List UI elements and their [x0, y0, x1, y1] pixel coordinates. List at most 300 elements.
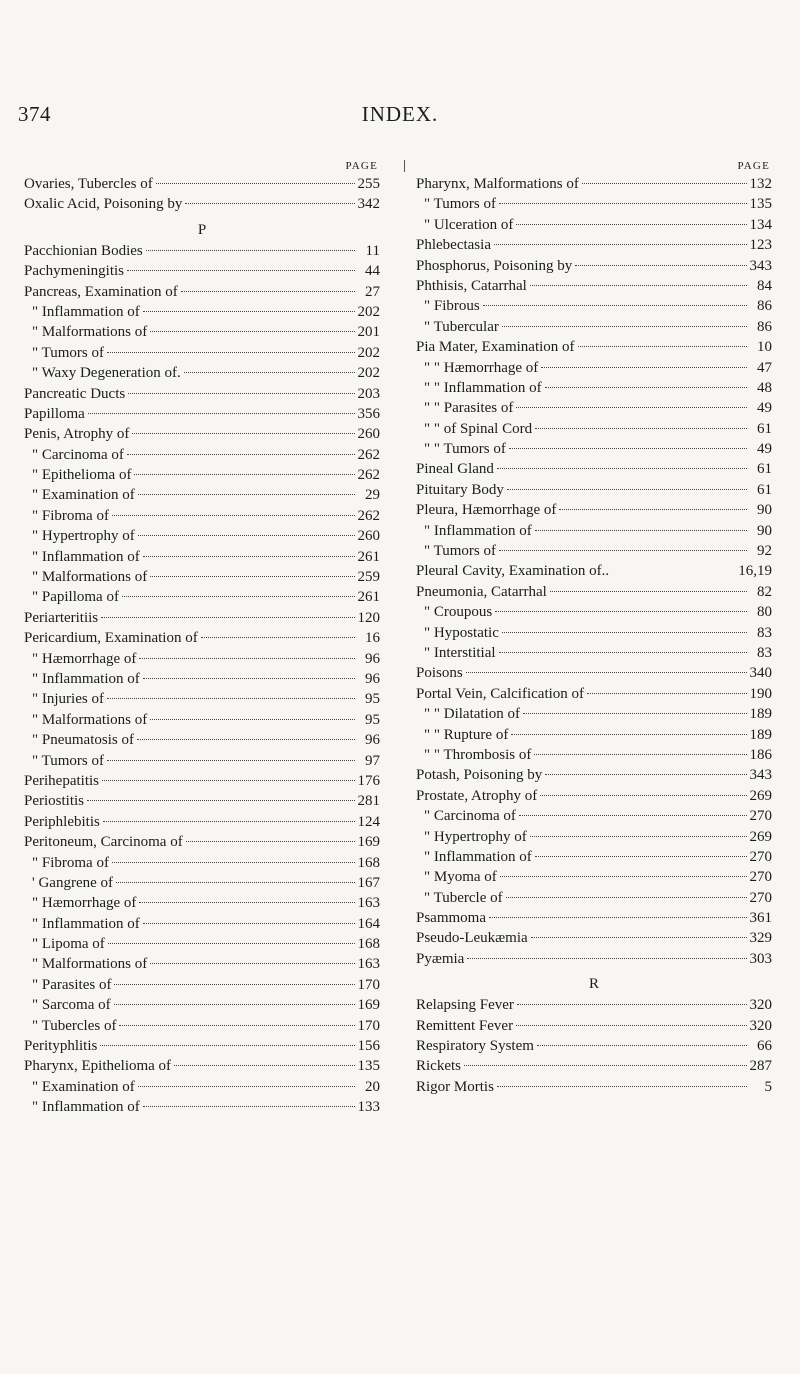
index-subentry: [24, 363, 380, 383]
leader-dots: [88, 413, 355, 414]
entry-label: Pseudo-Leukæmia: [416, 930, 528, 947]
entry-label: Pleural Cavity, Examination of..: [416, 563, 610, 580]
leader-dots: [150, 331, 354, 332]
entry-page-number: 168: [357, 854, 380, 871]
index-subentry: [24, 853, 380, 873]
entry-label: " Epithelioma of: [32, 467, 132, 484]
entry-label: " Inflammation of: [32, 915, 140, 932]
leader-dots: [497, 1086, 747, 1087]
index-entry: [24, 282, 380, 302]
index-subentry: [24, 302, 380, 322]
index-subentry: [24, 1097, 380, 1117]
entry-label: " Hypertrophy of: [32, 528, 135, 545]
entry-label: " Ulceration of: [424, 216, 514, 233]
entry-page-number: 261: [357, 548, 380, 565]
entry-label: " Papilloma of: [32, 589, 119, 606]
leader-dots: [134, 474, 354, 475]
leader-dots: [550, 591, 747, 592]
leader-dots: [545, 387, 747, 388]
entry-page-number: 329: [749, 930, 772, 947]
leader-dots: [143, 923, 355, 924]
entry-page-number: 44: [365, 263, 380, 280]
index-subentry: [24, 1077, 380, 1097]
entry-label: Potash, Poisoning by: [416, 767, 543, 784]
entry-label: " Inflammation of: [32, 670, 140, 687]
entry-label: Phthisis, Catarrhal: [416, 277, 527, 294]
leader-dots: [186, 841, 355, 842]
index-subentry: [24, 669, 380, 689]
entry-label: " Tubercle of: [424, 889, 503, 906]
entry-label: Peritoneum, Carcinoma of: [24, 834, 183, 851]
index-subentry: [416, 827, 772, 847]
entry-page-number: 48: [757, 379, 772, 396]
leader-dots: [545, 774, 746, 775]
entry-page-number: 156: [357, 1038, 380, 1055]
index-entry: [416, 480, 772, 500]
column-page-heading: PAGE: [737, 160, 770, 172]
entry-page-number: 96: [365, 670, 380, 687]
entry-page-number: 202: [357, 365, 380, 382]
index-entry: [24, 404, 380, 424]
index-subentry: [24, 995, 380, 1015]
entry-label: " Examination of: [32, 487, 135, 504]
entry-page-number: 320: [749, 997, 772, 1014]
entry-label: Pneumonia, Catarrhal: [416, 583, 547, 600]
entry-label: Respiratory System: [416, 1038, 534, 1055]
index-entry: [24, 261, 380, 281]
entry-page-number: 20: [365, 1078, 380, 1095]
section-letter: R: [588, 976, 599, 993]
index-entry: [24, 194, 380, 214]
entry-label: Periostitis: [24, 793, 85, 810]
column-page-heading: PAGE: [345, 160, 378, 172]
leader-dots: [146, 250, 355, 251]
index-entry: [416, 174, 772, 194]
index-entry: [24, 384, 380, 404]
entry-page-number: 320: [749, 1017, 772, 1034]
index-entry: [24, 1056, 380, 1076]
entry-page-number: 260: [357, 426, 380, 443]
running-title: INDEX.: [361, 102, 439, 126]
entry-label: " Fibroma of: [32, 507, 109, 524]
entry-page-number: 269: [749, 828, 772, 845]
index-subentry: [416, 704, 772, 724]
entry-label: " Malformations of: [32, 711, 148, 728]
leader-dots: [139, 658, 355, 659]
entry-page-number: 86: [757, 298, 772, 315]
index-entry: [24, 628, 380, 648]
page-header: [0, 102, 800, 132]
entry-label: " Parasites of: [32, 976, 112, 993]
index-subentry: [24, 485, 380, 505]
entry-label: Phlebectasia: [416, 237, 491, 254]
entry-page-number: 135: [749, 196, 772, 213]
entry-label: Pancreas, Examination of: [24, 283, 178, 300]
index-entry: [416, 995, 772, 1015]
entry-page-number: 96: [365, 732, 380, 749]
entry-label: Perihepatitis: [24, 772, 99, 789]
entry-page-number: 203: [357, 385, 380, 402]
leader-dots: [112, 862, 355, 863]
entry-label: Ovaries, Tubercles of: [24, 176, 153, 192]
entry-label: Pia Mater, Examination of: [416, 339, 575, 356]
entry-label: " Hæmorrhage of: [32, 895, 137, 912]
index-entry: [416, 684, 772, 704]
entry-page-number: 259: [357, 569, 380, 586]
entry-page-number: 260: [357, 528, 380, 545]
entry-page-number: 47: [757, 359, 772, 376]
leader-dots: [127, 454, 355, 455]
index-subentry: [416, 725, 772, 745]
entry-page-number: 10: [757, 339, 772, 356]
entry-label: Periphlebitis: [24, 813, 100, 830]
entry-page-number: 270: [749, 889, 772, 906]
index-subentry: [416, 419, 772, 439]
index-subentry: [24, 689, 380, 709]
entry-label: ' Gangrene of: [32, 874, 113, 891]
entry-label: " Hypostatic: [424, 624, 499, 641]
leader-dots: [139, 902, 354, 903]
leader-dots: [516, 1025, 746, 1026]
entry-label: Pyæmia: [416, 950, 465, 967]
entry-page-number: 11: [365, 242, 380, 259]
leader-dots: [112, 515, 355, 516]
entry-label: " Malformations of: [32, 956, 148, 973]
index-column-left: [24, 158, 380, 1118]
index-subentry: [24, 322, 380, 342]
index-entry: [416, 459, 772, 479]
entry-label: " Examination of: [32, 1078, 135, 1095]
entry-label: Relapsing Fever: [416, 997, 514, 1014]
index-subentry: [24, 465, 380, 485]
index-subentry: [416, 623, 772, 643]
index-entry: [24, 812, 380, 832]
entry-page-number: 168: [357, 936, 380, 953]
entry-page-number: 186: [749, 746, 772, 763]
index-subentry: [24, 445, 380, 465]
index-subentry: [416, 194, 772, 214]
index-subentry: [24, 587, 380, 607]
leader-dots: [150, 963, 354, 964]
index-subentry: [24, 547, 380, 567]
index-subentry: [24, 526, 380, 546]
entry-page-number: 164: [357, 915, 380, 932]
index-entry: [416, 765, 772, 785]
entry-page-number: 202: [357, 303, 380, 320]
entry-page-number: 124: [357, 813, 380, 830]
index-subentry: [24, 343, 380, 363]
section-letter: P: [197, 221, 207, 238]
entry-label: Periarteritiis: [24, 609, 99, 626]
index-entry: [416, 337, 772, 357]
entry-label: Oxalic Acid, Poisoning by: [24, 196, 183, 213]
entry-page-number: 95: [365, 711, 380, 728]
leader-dots: [156, 183, 355, 184]
leader-dots: [143, 556, 355, 557]
leader-dots: [535, 530, 747, 531]
entry-label: " Myoma of: [424, 869, 497, 886]
entry-label: Perityphlitis: [24, 1038, 98, 1055]
leader-dots: [517, 1004, 747, 1005]
index-entry: [24, 608, 380, 628]
entry-page-number: 270: [749, 869, 772, 886]
index-entry: [24, 424, 380, 444]
entry-page-number: 120: [357, 609, 380, 626]
column-divider: [404, 160, 405, 172]
entry-label: " Inflammation of: [32, 1099, 140, 1116]
index-subentry: [416, 888, 772, 908]
index-subentry: [416, 398, 772, 418]
leader-dots: [174, 1065, 354, 1066]
leader-dots: [102, 780, 355, 781]
index-subentry: [416, 215, 772, 235]
leader-dots: [201, 637, 355, 638]
entry-page-number: 123: [749, 237, 772, 254]
leader-dots: [506, 897, 747, 898]
entry-label: Portal Vein, Calcification of: [416, 685, 585, 702]
entry-label: Rigor Mortis: [416, 1078, 494, 1095]
entry-page-number: 169: [357, 834, 380, 851]
page-number: 374: [18, 102, 51, 126]
leader-dots: [500, 876, 747, 877]
index-subentry: [416, 439, 772, 459]
entry-page-number: 66: [757, 1038, 772, 1055]
entry-label: " Tumors of: [424, 196, 496, 213]
index-entry: [416, 786, 772, 806]
entry-label: " " of Spinal Cord: [424, 420, 533, 437]
index-subentry: [24, 567, 380, 587]
entry-page-number: 270: [749, 808, 772, 825]
entry-label: Pharynx, Malformations of: [416, 176, 579, 192]
index-subentry: [416, 317, 772, 337]
leader-dots: [107, 698, 355, 699]
leader-dots: [531, 937, 747, 938]
leader-dots: [184, 372, 355, 373]
entry-page-number: 176: [357, 772, 380, 789]
leader-dots: [108, 943, 355, 944]
leader-dots: [541, 367, 747, 368]
index-entry: [416, 908, 772, 928]
entry-page-number: 189: [749, 726, 772, 743]
index-entry: [416, 1036, 772, 1056]
entry-label: Remittent Fever: [416, 1017, 514, 1034]
entry-page-number: 82: [757, 583, 772, 600]
leader-dots: [499, 652, 747, 653]
entry-page-number: 61: [757, 420, 772, 437]
leader-dots: [502, 326, 747, 327]
entry-label: " Hæmorrhage of: [32, 650, 137, 667]
index-subentry: [24, 710, 380, 730]
index-entry: [24, 832, 380, 852]
entry-page-number: 361: [749, 910, 772, 927]
leader-dots: [119, 1025, 354, 1026]
entry-label: Pericardium, Examination of: [24, 630, 198, 647]
index-entry: [24, 174, 380, 194]
entry-page-number: 163: [357, 895, 380, 912]
entry-label: " Inflammation of: [424, 522, 532, 539]
entry-page-number: 84: [757, 277, 772, 294]
index-subentry: [416, 847, 772, 867]
leader-dots: [535, 428, 747, 429]
entry-page-number: 255: [357, 176, 380, 192]
entry-label: " Malformations of: [32, 324, 148, 341]
leader-dots: [114, 1004, 355, 1005]
leader-dots: [578, 346, 747, 347]
leader-dots: [100, 1045, 354, 1046]
entry-label: Psammoma: [416, 910, 486, 927]
entry-page-number: 343: [749, 767, 772, 784]
entry-page-number: 269: [749, 787, 772, 804]
entry-label: Rickets: [416, 1058, 461, 1075]
leader-dots: [127, 270, 355, 271]
entry-page-number: 262: [357, 467, 380, 484]
leader-dots: [534, 754, 746, 755]
entry-page-number: 163: [357, 956, 380, 973]
entry-page-number: 169: [357, 997, 380, 1014]
entry-page-number: 86: [757, 318, 772, 335]
index-subentry: [416, 745, 772, 765]
entry-page-number: 96: [365, 650, 380, 667]
entry-label: " Lipoma of: [32, 936, 105, 953]
entry-label: Papilloma: [24, 405, 85, 422]
index-entry: [416, 276, 772, 296]
index-subentry: [416, 296, 772, 316]
leader-dots: [143, 678, 355, 679]
entry-label: " " Dilatation of: [424, 706, 520, 723]
index-entry: [24, 241, 380, 261]
leader-dots: [587, 693, 746, 694]
entry-page-number: 356: [357, 405, 380, 422]
index-entry: [416, 1016, 772, 1036]
leader-dots: [150, 719, 355, 720]
entry-label: " Tumors of: [32, 752, 104, 769]
index-entry: [416, 561, 772, 581]
entry-label: Penis, Atrophy of: [24, 426, 130, 443]
entry-label: " " Thrombosis of: [424, 746, 532, 763]
entry-page-number: 190: [749, 685, 772, 702]
index-entry: [416, 663, 772, 683]
leader-dots: [516, 224, 746, 225]
leader-dots: [128, 393, 354, 394]
entry-page-number: 303: [749, 950, 772, 967]
entry-page-number: 261: [357, 589, 380, 606]
entry-page-number: 135: [357, 1058, 380, 1075]
leader-dots: [464, 1065, 747, 1066]
entry-page-number: 189: [749, 706, 772, 723]
index-subentry: [24, 975, 380, 995]
index-subentry: [24, 893, 380, 913]
leader-dots: [466, 672, 747, 673]
entry-page-number: 83: [757, 624, 772, 641]
leader-dots: [495, 611, 747, 612]
entry-label: " " Parasites of: [424, 400, 514, 417]
entry-label: Poisons: [416, 665, 463, 682]
entry-label: Pharynx, Epithelioma of: [24, 1058, 172, 1075]
index-entry: [416, 1056, 772, 1076]
entry-label: Pineal Gland: [416, 461, 494, 478]
index-subentry: [416, 378, 772, 398]
entry-label: " Sarcoma of: [32, 997, 111, 1014]
leader-dots: [537, 1045, 747, 1046]
entry-page-number: 340: [749, 665, 772, 682]
entry-label: " Tumors of: [32, 344, 104, 361]
index-subentry: [416, 521, 772, 541]
index-entry: [416, 235, 772, 255]
leader-dots: [535, 856, 747, 857]
entry-label: Pituitary Body: [416, 481, 504, 498]
entry-page-number: 170: [357, 976, 380, 993]
index-subentry: [24, 934, 380, 954]
entry-page-number: 342: [357, 196, 380, 213]
index-entry: [416, 256, 772, 276]
entry-label: " " Rupture of: [424, 726, 509, 743]
entry-page-number: 201: [357, 324, 380, 341]
entry-page-number: 167: [357, 874, 380, 891]
entry-label: " " Tumors of: [424, 441, 506, 458]
index-subentry: [24, 1016, 380, 1036]
entry-page-number: 134: [749, 216, 772, 233]
index-column-right: [416, 158, 772, 1097]
entry-page-number: 29: [365, 487, 380, 504]
entry-page-number: 287: [749, 1058, 772, 1075]
leader-dots: [107, 352, 355, 353]
leader-dots: [559, 509, 747, 510]
entry-page-number: 132: [749, 176, 772, 192]
index-subentry: [416, 643, 772, 663]
entry-page-number: 202: [357, 344, 380, 361]
index-subentry: [24, 730, 380, 750]
entry-page-number: 49: [757, 441, 772, 458]
leader-dots: [87, 800, 354, 801]
entry-label: " Fibrous: [424, 298, 480, 315]
entry-page-number: 170: [357, 1017, 380, 1034]
index-subentry: [24, 751, 380, 771]
leader-dots: [511, 734, 746, 735]
entry-label: " Tubercles of: [32, 1017, 117, 1034]
leader-dots: [101, 617, 354, 618]
leader-dots: [489, 917, 747, 918]
entry-page-number: 5: [764, 1078, 772, 1095]
leader-dots: [143, 1106, 355, 1107]
entry-page-number: 133: [357, 1099, 380, 1116]
entry-page-number: 27: [365, 283, 380, 300]
entry-page-number: 90: [757, 522, 772, 539]
leader-dots: [509, 448, 747, 449]
leader-dots: [107, 760, 355, 761]
index-entry: [24, 1036, 380, 1056]
index-entry: [24, 791, 380, 811]
index-subentry: [24, 873, 380, 893]
entry-label: " Waxy Degeneration of.: [32, 365, 181, 382]
leader-dots: [516, 407, 747, 408]
leader-dots: [530, 836, 747, 837]
index-subentry: [24, 914, 380, 934]
leader-dots: [519, 815, 747, 816]
entry-label: " " Hæmorrhage of: [424, 359, 539, 376]
entry-label: " Inflammation of: [32, 303, 140, 320]
leader-dots: [150, 576, 354, 577]
entry-page-number: 16: [365, 630, 380, 647]
entry-label: " Fibroma of: [32, 854, 109, 871]
entry-label: Pleura, Hæmorrhage of: [416, 502, 557, 519]
leader-dots: [138, 1086, 355, 1087]
leader-dots: [138, 494, 355, 495]
leader-dots: [499, 550, 747, 551]
index-entry: [24, 771, 380, 791]
entry-label: Phosphorus, Poisoning by: [416, 257, 573, 274]
entry-label: " Malformations of: [32, 569, 148, 586]
leader-dots: [114, 984, 354, 985]
